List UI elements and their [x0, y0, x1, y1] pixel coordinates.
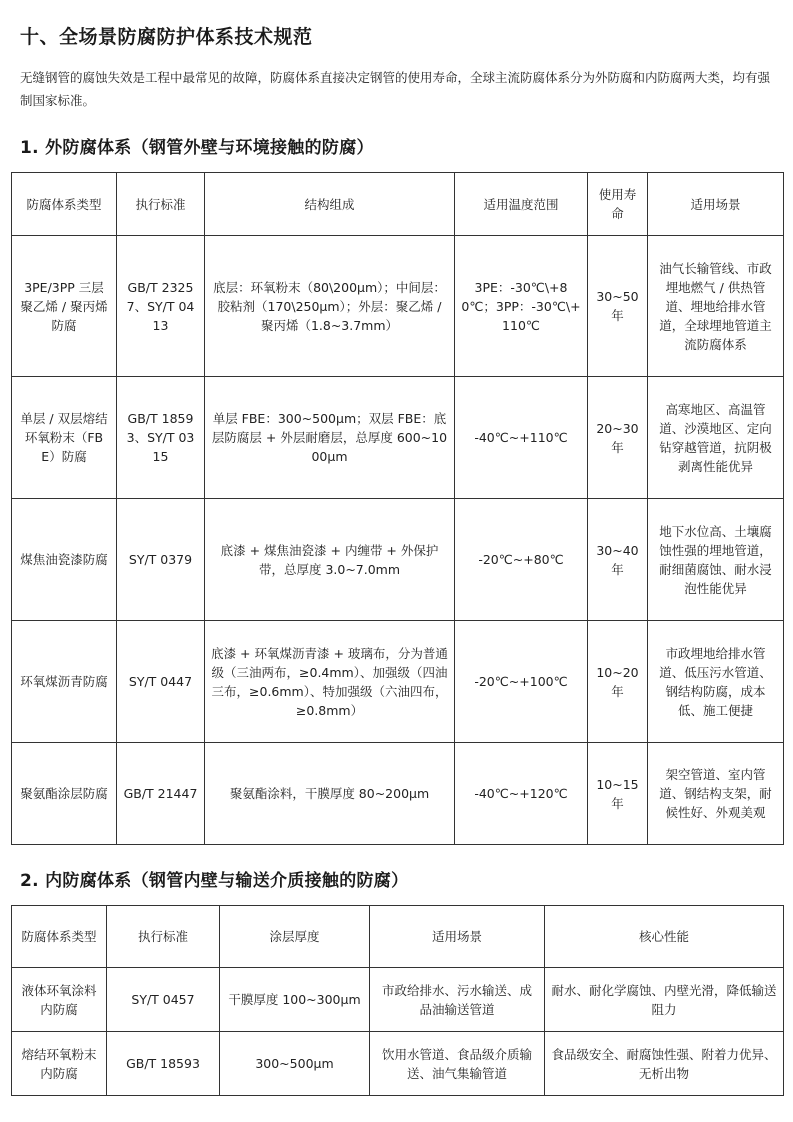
column-header: 涂层厚度 — [220, 906, 370, 968]
performance-cell: 耐水、耐化学腐蚀、内壁光滑，降低输送阻力 — [545, 968, 784, 1032]
scenario-cell: 高寒地区、高温管道、沙漠地区、定向钻穿越管道，抗阴极剥离性能优异 — [648, 377, 784, 499]
temperature-cell: 3PE：-30℃\+80℃；3PP：-30℃\+110℃ — [455, 236, 588, 377]
column-header: 核心性能 — [545, 906, 784, 968]
temperature-cell: -20℃~+80℃ — [455, 499, 588, 621]
column-header: 适用温度范围 — [455, 173, 588, 236]
standard-cell: SY/T 0447 — [117, 621, 205, 743]
standard-cell: GB/T 21447 — [117, 743, 205, 845]
scenario-cell: 饮用水管道、食品级介质输送、油气集输管道 — [370, 1032, 545, 1096]
column-header: 使用寿命 — [588, 173, 648, 236]
lifespan-cell: 20~30年 — [588, 377, 648, 499]
thickness-cell: 干膜厚度 100~300μm — [220, 968, 370, 1032]
standard-cell: GB/T 18593 — [107, 1032, 220, 1096]
table-row — [12, 236, 784, 377]
column-header: 适用场景 — [648, 173, 784, 236]
type-cell: 环氧煤沥青防腐 — [12, 621, 117, 743]
lifespan-cell: 10~20年 — [588, 621, 648, 743]
temperature-cell: -20℃~+100℃ — [455, 621, 588, 743]
intro-paragraph: 无缝钢管的腐蚀失效是工程中最常见的故障，防腐体系直接决定钢管的使用寿命，全球主流防腐体系分为外防腐和内防腐两大类，均有强制国家标准。 — [20, 70, 771, 108]
type-cell: 液体环氧涂料内防腐 — [12, 968, 107, 1032]
column-header: 适用场景 — [370, 906, 545, 968]
standard-cell: SY/T 0457 — [107, 968, 220, 1032]
structure-cell: 单层 FBE：300~500μm；双层 FBE：底层防腐层 + 外层耐磨层，总厚度 600~1000μm — [205, 377, 455, 499]
external-section-heading: 1. 外防腐体系（钢管外壁与环境接触的防腐） — [20, 138, 374, 158]
page-title: 十、全场景防腐防护体系技术规范 — [20, 26, 313, 48]
thickness-cell: 300~500μm — [220, 1032, 370, 1096]
lifespan-cell: 10~15年 — [588, 743, 648, 845]
column-header: 防腐体系类型 — [12, 173, 117, 236]
lifespan-cell: 30~50年 — [588, 236, 648, 377]
standard-cell: SY/T 0379 — [117, 499, 205, 621]
table-row — [12, 499, 784, 621]
scenario-cell: 地下水位高、土壤腐蚀性强的埋地管道，耐细菌腐蚀、耐水浸泡性能优异 — [648, 499, 784, 621]
column-header: 结构组成 — [205, 173, 455, 236]
table-header-row — [12, 173, 784, 236]
table-row — [12, 743, 784, 845]
lifespan-cell: 30~40年 — [588, 499, 648, 621]
internal-section-heading: 2. 内防腐体系（钢管内壁与输送介质接触的防腐） — [20, 871, 409, 891]
table-header-row — [12, 906, 784, 968]
structure-cell: 底漆 + 环氧煤沥青漆 + 玻璃布，分为普通级（三油两布，≥0.4mm）、加强级（四油三布，≥0.6mm）、特加强级（六油四布，≥0.8mm） — [205, 621, 455, 743]
column-header: 防腐体系类型 — [12, 906, 107, 968]
structure-cell: 底层：环氧粉末（80\200μm）；中间层：胶粘剂（170\250μm）；外层：聚乙烯 / 聚丙烯（1.8~3.7mm） — [205, 236, 455, 377]
table-row — [12, 1032, 784, 1096]
scenario-cell: 油气长输管线、市政埋地燃气 / 供热管道、埋地给排水管道，全球埋地管道主流防腐体系 — [648, 236, 784, 377]
column-header: 执行标准 — [107, 906, 220, 968]
table-row — [12, 621, 784, 743]
column-header: 执行标准 — [117, 173, 205, 236]
performance-cell: 食品级安全、耐腐蚀性强、附着力优异、无析出物 — [545, 1032, 784, 1096]
type-cell: 煤焦油瓷漆防腐 — [12, 499, 117, 621]
type-cell: 单层 / 双层熔结环氧粉末（FBE）防腐 — [12, 377, 117, 499]
structure-cell: 底漆 + 煤焦油瓷漆 + 内缠带 + 外保护带，总厚度 3.0~7.0mm — [205, 499, 455, 621]
type-cell: 熔结环氧粉末内防腐 — [12, 1032, 107, 1096]
type-cell: 3PE/3PP 三层聚乙烯 / 聚丙烯防腐 — [12, 236, 117, 377]
scenario-cell: 架空管道、室内管道、钢结构支架，耐候性好、外观美观 — [648, 743, 784, 845]
external-anticorrosion-table — [11, 172, 784, 845]
internal-anticorrosion-table — [11, 905, 784, 1096]
type-cell: 聚氨酯涂层防腐 — [12, 743, 117, 845]
temperature-cell: -40℃~+110℃ — [455, 377, 588, 499]
standard-cell: GB/T 18593、SY/T 0315 — [117, 377, 205, 499]
scenario-cell: 市政埋地给排水管道、低压污水管道、钢结构防腐，成本低、施工便捷 — [648, 621, 784, 743]
standard-cell: GB/T 23257、SY/T 0413 — [117, 236, 205, 377]
table-row — [12, 968, 784, 1032]
table-row — [12, 377, 784, 499]
structure-cell: 聚氨酯涂料，干膜厚度 80~200μm — [205, 743, 455, 845]
scenario-cell: 市政给排水、污水输送、成品油输送管道 — [370, 968, 545, 1032]
temperature-cell: -40℃~+120℃ — [455, 743, 588, 845]
